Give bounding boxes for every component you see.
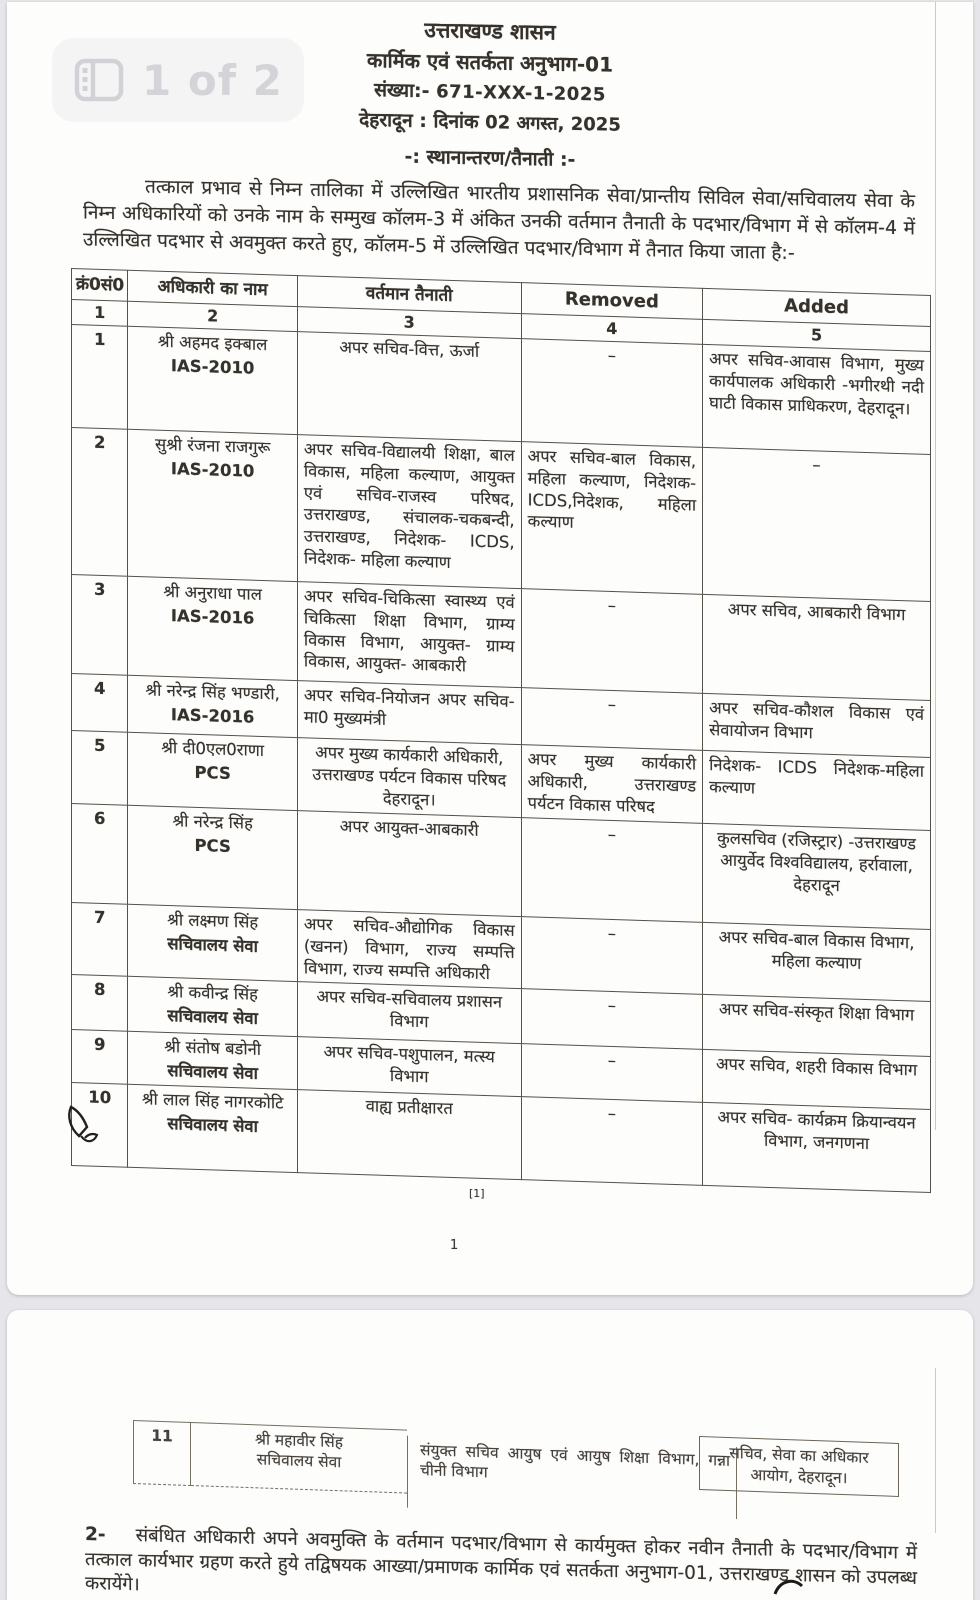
signature-stroke (772, 1576, 808, 1598)
cell-removed: – (521, 588, 702, 693)
officer-cadre: सचिवालय सेवा (167, 933, 258, 956)
cell-officer (128, 1031, 297, 1089)
cell-added: सचिव, सेवा का अधिकार आयोग, देहरादून। (699, 1436, 899, 1497)
page-indicator-badge (52, 38, 304, 122)
cell-removed: – (521, 916, 702, 994)
header-current-posting: वर्तमान तैनाती (297, 275, 521, 313)
col-num-3: 3 (297, 306, 521, 338)
officer-name: श्री महावीर सिंह (254, 1430, 344, 1452)
officer-name: श्री नरेन्द्र सिंह भण्डारी, (145, 679, 280, 704)
place-date-value: 02 अगस्त, 2025 (485, 112, 621, 136)
cell-current-posting: अपर सचिव-विद्यालयी शिक्षा, बाल विकास, महिला कल्याण, आयुक्त एवं सचिव-राजस्व परिषद, उत्तराखण्ड, संचालक-चकबन्दी, उत्तराखण्ड, निदेशक- ICDS, निदेशक- महिला कल्याण (297, 434, 521, 588)
footer-bracket-number: [1] (469, 1187, 485, 1200)
cell-serial: 10 (72, 1082, 128, 1167)
officer-name: श्री अनुराधा पाल (163, 581, 262, 604)
cell-removed: अपर सचिव-बाल विकास, महिला कल्याण, निदेशक- ICDS,निदेशक, महिला कल्याण (521, 441, 702, 594)
transfer-table (71, 268, 931, 1193)
pages-icon (72, 56, 126, 104)
cell-officer (128, 576, 297, 680)
officer-name: श्री लक्ष्मण सिंह (167, 909, 259, 932)
intro-paragraph: तत्काल प्रभाव से निम्न तालिका में उल्लिखित भारतीय प्रशासनिक सेवा/प्रान्तीय सिविल सेवा/सचिवालय सेवा के निम्न अधिकारियों को उनके नाम के सम्मुख कॉलम-3 में अंकित उनकी वर्तमान तैनाती के पदभार/विभाग में से कॉलम-4 में उल्लिखित पदभार से अवमुक्त करते हुए, कॉलम-5 में उल्लिखित पदभार/विभाग में तैनात किया जाता है:- (83, 175, 915, 264)
cell-removed: – (521, 338, 702, 447)
document-page-1 (7, 2, 973, 1295)
cell-removed: – (521, 1044, 702, 1102)
officer-cadre: सचिवालय सेवा (167, 1113, 258, 1136)
cell-serial: 8 (72, 974, 128, 1031)
cell-added: निदेशक- ICDS निदेशक-महिला कल्याण (703, 750, 931, 830)
cell-added: अपर सचिव, आबकारी विभाग (703, 594, 931, 700)
officer-name: श्री संतोष बडोनी (164, 1036, 262, 1059)
cell-current-posting: अपर मुख्य कार्यकारी अधिकारी, उत्तराखण्ड पर्यटन विकास परिषद देहरादून। (297, 737, 521, 817)
cell-officer (128, 904, 297, 982)
col-num-1: 1 (72, 299, 128, 326)
cell-added: – (703, 447, 931, 601)
cell-added: अपर सचिव-आवास विभाग, मुख्य कार्यपालक अधिकारी -भगीरथी नदी घाटी विकास प्राधिकरण, देहरादून। (703, 344, 931, 454)
officer-name: श्री अहमद इक्बाल (157, 331, 268, 354)
paragraph-text: संबंधित अधिकारी अपने अवमुक्ति के वर्तमान पदभार/विभाग से कार्यमुक्त होकर नवीन तैनाती के पदभार/विभाग में तत्काल कार्यभार ग्रहण करते हुये तद्विषयक आख्या/प्रमाणक कार्मिक एवं सतर्कता अनुभाग-01, उत्तराखण्ड शासन को उपलब्ध करायेंगे। (85, 1524, 917, 1595)
officer-name: श्री लाल सिंह नागरकोटि (141, 1088, 284, 1113)
letter-number-value: 671-XXX-1-2025 (436, 81, 606, 106)
header-added: Added (703, 288, 931, 326)
cell-current-posting: अपर सचिव-सचिवालय प्रशासन विभाग (297, 981, 521, 1043)
cell-added: कुलसचिव (रजिस्ट्रार) -उत्तराखण्ड आयुर्वेद विश्वविद्यालय, हर्रावाला, देहरादून (703, 823, 931, 929)
cell-current-posting: अपर सचिव-वित्त, ऊर्जा (297, 331, 521, 441)
cell-serial: 2 (72, 427, 128, 576)
footer-page-number: 1 (450, 1238, 459, 1253)
cell-serial: 6 (72, 803, 128, 904)
cell-current-posting: अपर सचिव-चिकित्सा स्वास्थ्य एवं चिकित्सा शिक्षा विभाग, ग्राम्य विकास विभाग, आयुक्त- ग्राम्य विकास, आयुक्त- आबकारी (297, 581, 521, 687)
cell-removed: – (521, 989, 702, 1050)
document-page-2 (7, 1310, 973, 1600)
officer-name: श्री दी0एल0राणा (161, 737, 265, 760)
cell-officer (128, 326, 297, 434)
cell-officer (128, 1084, 297, 1172)
subject-line: -: स्थानान्तरण/तैनाती :- (404, 145, 576, 171)
officer-cadre: सचिवालय सेवा (167, 1005, 258, 1028)
header-officer-name: अधिकारी का नाम (128, 270, 297, 306)
cell-serial: 5 (72, 730, 128, 805)
cell-officer (128, 732, 297, 810)
cell-officer (191, 1422, 407, 1494)
cell-removed: – (521, 687, 702, 750)
header-removed: Removed (521, 282, 702, 319)
officer-cadre: IAS-2010 (170, 355, 255, 378)
cell-added: अपर सचिव-बाल विकास विभाग, महिला कल्याण (703, 922, 931, 1001)
paragraph-number: 2- (85, 1523, 106, 1545)
officer-cadre: IAS-2016 (170, 605, 255, 628)
officer-cadre: सचिवालय सेवा (167, 1060, 258, 1083)
cell-added: अपर सचिव-कौशल विकास एवं सेवायोजन विभाग (703, 693, 931, 757)
cell-removed: अपर मुख्य कार्यकारी अधिकारी, उत्तराखण्ड पर्यटन विकास परिषद (521, 744, 702, 823)
officer-name: श्री कवीन्द्र सिंह (167, 981, 258, 1004)
place-date-label: देहरादून : दिनांक (359, 108, 479, 134)
cell-officer (128, 429, 297, 581)
officer-cadre: PCS (194, 762, 231, 783)
officer-row (72, 427, 931, 601)
cell-current-posting: संयुक्त सचिव आयुष एवं आयुष शिक्षा विभाग, गन्ना चीनी विभाग (407, 1436, 737, 1520)
letter-number-label: संख्या:- (374, 79, 430, 103)
cell-serial: 4 (72, 673, 128, 732)
cell-added: अपर सचिव-संस्कृत शिक्षा विभाग (703, 994, 931, 1056)
col-num-2: 2 (128, 301, 297, 331)
government-title: उत्तराखण्ड शासन (424, 18, 556, 45)
cell-serial: 9 (72, 1029, 128, 1083)
col-num-5: 5 (703, 319, 931, 351)
cell-current-posting: अपर आयुक्त-आबकारी (297, 810, 521, 916)
page1-table-wrap (7, 266, 973, 1194)
cell-officer (128, 976, 297, 1036)
cell-serial: 11 (133, 1420, 191, 1486)
cell-removed: – (521, 817, 702, 922)
cell-added: अपर सचिव- कार्यक्रम क्रियान्वयन विभाग, जनगणना (703, 1102, 931, 1192)
header-serial: क्रं0सं0 (72, 268, 128, 301)
officer-row-11 (133, 1420, 737, 1519)
officer-cadre: IAS-2010 (170, 458, 255, 481)
officer-name: सुश्री रंजना राजगुरू (154, 434, 271, 457)
paper-edge-line (935, 2, 936, 1130)
department-title: कार्मिक एवं सतर्कता अनुभाग-01 (367, 48, 613, 77)
col-num-4: 4 (521, 313, 702, 344)
cell-current-posting: अपर सचिव-पशुपालन, मत्स्य विभाग (297, 1036, 521, 1096)
officer-cadre: सचिवालय सेवा (256, 1450, 342, 1472)
page-indicator-text: 1 of 2 (142, 55, 283, 105)
officer-cadre: PCS (194, 835, 231, 856)
cell-current-posting: अपर सचिव-औद्योगिक विकास (खनन) विभाग, राज्य सम्पत्ति विभाग, राज्य सम्पत्ति अधिकारी (297, 909, 521, 988)
cell-serial: 3 (72, 574, 128, 675)
cell-officer (128, 675, 297, 737)
paper-edge-line (935, 1368, 936, 1533)
cell-serial: 1 (72, 324, 128, 429)
cell-serial: 7 (72, 902, 128, 976)
cell-removed: – (521, 1096, 702, 1185)
cell-current-posting: अपर सचिव-नियोजन अपर सचिव-मा0 मुख्यमंत्री (297, 680, 521, 744)
officer-name: श्री नरेन्द्र सिंह (172, 810, 253, 833)
pen-scribble-mark (63, 1104, 115, 1156)
cell-officer (128, 805, 297, 909)
cell-current-posting: वाह्य प्रतीक्षारत (297, 1089, 521, 1179)
officer-cadre: IAS-2016 (170, 704, 255, 727)
cell-added: अपर सचिव, शहरी विकास विभाग (703, 1049, 931, 1109)
